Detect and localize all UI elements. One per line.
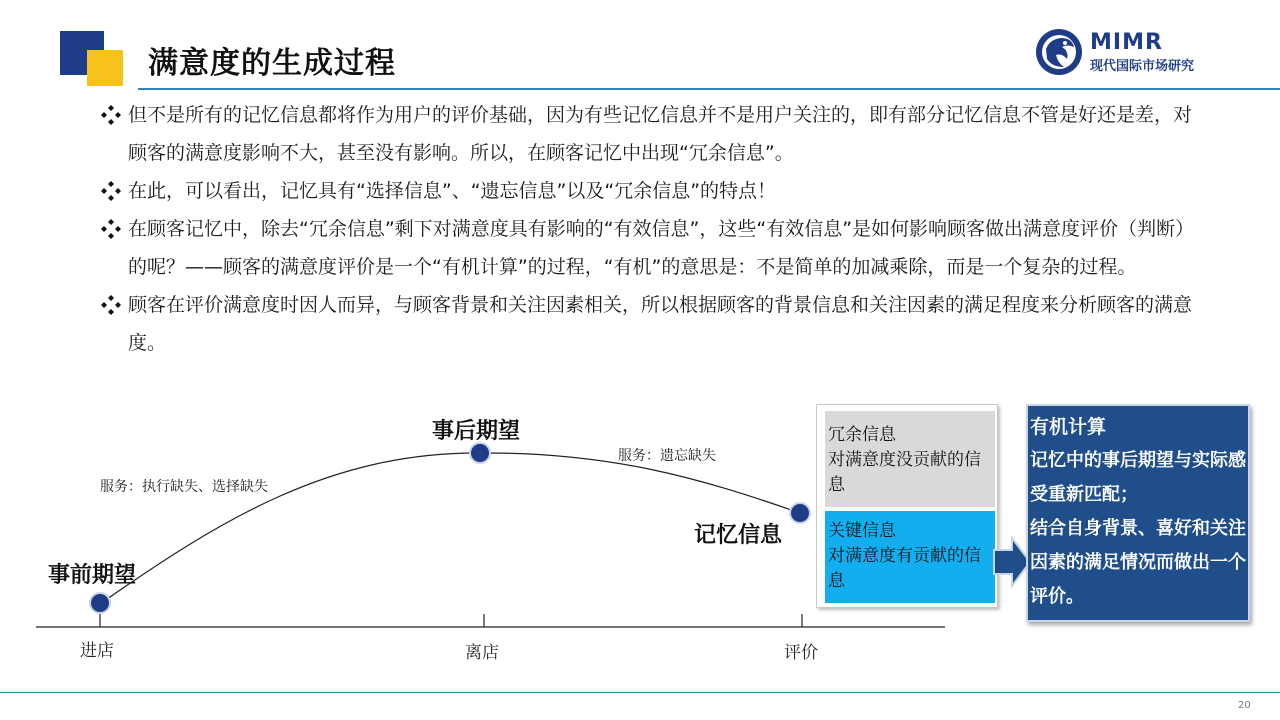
diamond-bullet-icon: [100, 210, 128, 248]
service-forget-annotation: 服务：遗忘缺失: [618, 448, 716, 464]
bullet-text: 但不是所有的记忆信息都将作为用户的评价基础，因为有些记忆信息并不是用户关注的，即有部分记忆信息不管是好还是差，对顾客的满意度影响不大，甚至没有影响。所以，在顾客记忆中出现“冗余信息”。: [128, 104, 1193, 164]
service-execution-annotation: 服务：执行缺失、选择缺失: [100, 479, 268, 495]
pre-expectation-label: 事前期望: [48, 563, 137, 588]
key-info-title: 关键信息: [828, 521, 896, 541]
key-info-panel: [825, 511, 995, 603]
diamond-bullet-icon: [100, 96, 128, 134]
memory-info-box: [816, 404, 998, 608]
memory-info-label: 记忆信息: [694, 523, 783, 548]
bullet-text: 在顾客记忆中，除去“冗余信息”剩下对满意度具有影响的“有效信息”，这些“有效信息”是如何影响顾客做出满意度评价（判断）的呢？——顾客的满意度评价是一个“有机计算”的过程，“有机”的意思是：不是简单的加减乘除，而是一个复杂的过程。: [128, 218, 1195, 278]
mimr-logo-icon: [1034, 27, 1084, 77]
organic-calculation-line: 结合自身背景、喜好和关注因素的满足情况而做出一个评价。: [1030, 518, 1246, 607]
bullet-item: [100, 210, 1200, 286]
title-decoration-yellow-square: [87, 50, 123, 86]
organic-calculation-line: 记忆中的事后期望与实际感受重新匹配；: [1030, 450, 1246, 505]
axis-label-evaluate: 评价: [784, 643, 818, 663]
post-expectation-label: 事后期望: [432, 419, 521, 444]
organic-calculation-title: 有机计算: [1030, 416, 1107, 438]
organic-calculation-box: [1026, 404, 1250, 622]
memory-dot: [790, 503, 810, 523]
logo-name: MIMR: [1090, 30, 1163, 55]
redundant-info-desc: 对满意度没贡献的信息: [828, 450, 981, 495]
key-info-desc: 对满意度有贡献的信息: [828, 546, 981, 591]
title-divider: [138, 88, 1280, 90]
page-number: 20: [1238, 700, 1251, 711]
diamond-bullet-icon: [100, 172, 128, 210]
bullet-item: [100, 96, 1200, 172]
bullet-item: [100, 172, 1200, 210]
post-expectation-dot: [470, 443, 490, 463]
pre-expectation-dot: [90, 593, 110, 613]
redundant-info-title: 冗余信息: [828, 425, 896, 445]
bullet-text: 顾客在评价满意度时因人而异，与顾客背景和关注因素相关，所以根据顾客的背景信息和关注因素的满足程度来分析顾客的满意度。: [128, 294, 1193, 354]
bullet-list: [100, 96, 1200, 362]
axis-label-enter: 进店: [80, 641, 114, 661]
redundant-info-panel: [825, 411, 995, 507]
logo-subtitle: 现代国际市场研究: [1090, 59, 1195, 74]
page-title: 满意度的生成过程: [148, 46, 396, 81]
bullet-item: [100, 286, 1200, 362]
bullet-text: 在此，可以看出，记忆具有“选择信息”、“遗忘信息”以及“冗余信息”的特点！: [128, 180, 777, 202]
footer-divider: [0, 692, 1280, 693]
axis-label-leave: 离店: [465, 643, 499, 663]
diamond-bullet-icon: [100, 286, 128, 324]
